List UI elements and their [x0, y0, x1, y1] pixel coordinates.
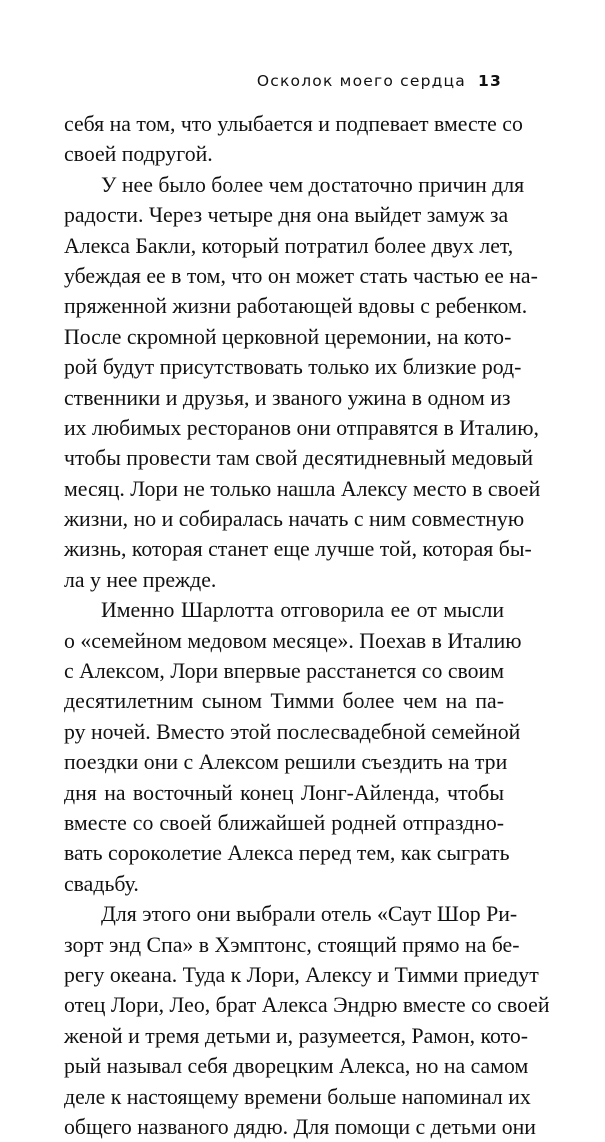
text-line: рой будут присутствовать только их близкие род- — [64, 355, 522, 380]
text-line: Именно Шарлотта отговорила ее от мысли — [101, 598, 504, 623]
text-line: поездки они с Алексом решили съездить на три — [64, 750, 508, 775]
text-line: с Алексом, Лори впервые расстанется со своим — [64, 659, 504, 684]
text-line: месяц. Лори не только нашла Алексу место в своей — [64, 476, 541, 501]
text-line: ственники и друзья, и званого ужина в одном из — [64, 385, 511, 410]
text-line: ру ночей. Вместо этой послесвадебной семейной — [64, 719, 521, 744]
text-line: жизнь, которая станет еще лучше той, которая бы- — [64, 537, 532, 562]
text-line: пряженной жизни работающей вдовы с ребенком. — [64, 294, 528, 319]
text-line: дня на восточный конец Лонг-Айленда, чтобы — [64, 780, 504, 805]
text-line: У нее было более чем достаточно причин для — [101, 172, 525, 197]
text-line: их любимых ресторанов они отправятся в Италию, — [64, 415, 539, 440]
text-line: деле к настоящему времени больше напоминал их — [64, 1084, 531, 1109]
text-line: жизни, но и собиралась начать с ним совместную — [64, 507, 525, 532]
text-line: радости. Через четыре дня она выйдет замуж за — [64, 203, 509, 228]
text-line: рый называл себя дворецким Алекса, но на самом — [64, 1054, 529, 1079]
text-line: Для этого они выбрали отель «Саут Шор Ри- — [101, 902, 518, 927]
body-text — [64, 109, 550, 1142]
text-line: чтобы провести там свой десятидневный медовый — [64, 446, 534, 471]
text-line: отец Лори, Лео, брат Алекса Эндрю вместе со своей — [64, 993, 550, 1018]
text-line: общего названого дядю. Для помощи с детьми они — [64, 1114, 536, 1139]
text-line: десятилетним сыном Тимми более чем на па- — [64, 689, 504, 714]
text-line: После скромной церковной церемонии, на кото- — [64, 324, 512, 349]
text-line: ла у нее прежде. — [64, 567, 217, 592]
text-line: свадьбу. — [64, 871, 139, 896]
text-line: себя на том, что улыбается и подпевает вместе со — [64, 112, 523, 136]
book-title: Осколок моего сердца — [256, 72, 467, 90]
text-line: вать сороколетие Алекса перед тем, как сыграть — [64, 841, 510, 866]
text-line: зорт энд Спа» в Хэмптонс, стоящий прямо на бе- — [64, 932, 520, 957]
text-line: Алекса Бакли, который потратил более двух лет, — [64, 233, 514, 258]
running-header — [257, 72, 502, 90]
text-line: своей подругой. — [64, 142, 213, 167]
text-line: регу океана. Туда к Лори, Алексу и Тимми приедут — [64, 962, 539, 987]
text-line: убеждая ее в том, что он может стать частью ее на- — [64, 263, 538, 288]
text-line: о «семейном медовом месяце». Поехав в Италию — [64, 628, 522, 653]
page-number: 13 — [478, 72, 502, 90]
text-line: вместе со своей ближайшей родней отпраздно- — [64, 810, 504, 835]
text-line: женой и тремя детьми и, разумеется, Рамон, кото- — [64, 1023, 528, 1048]
